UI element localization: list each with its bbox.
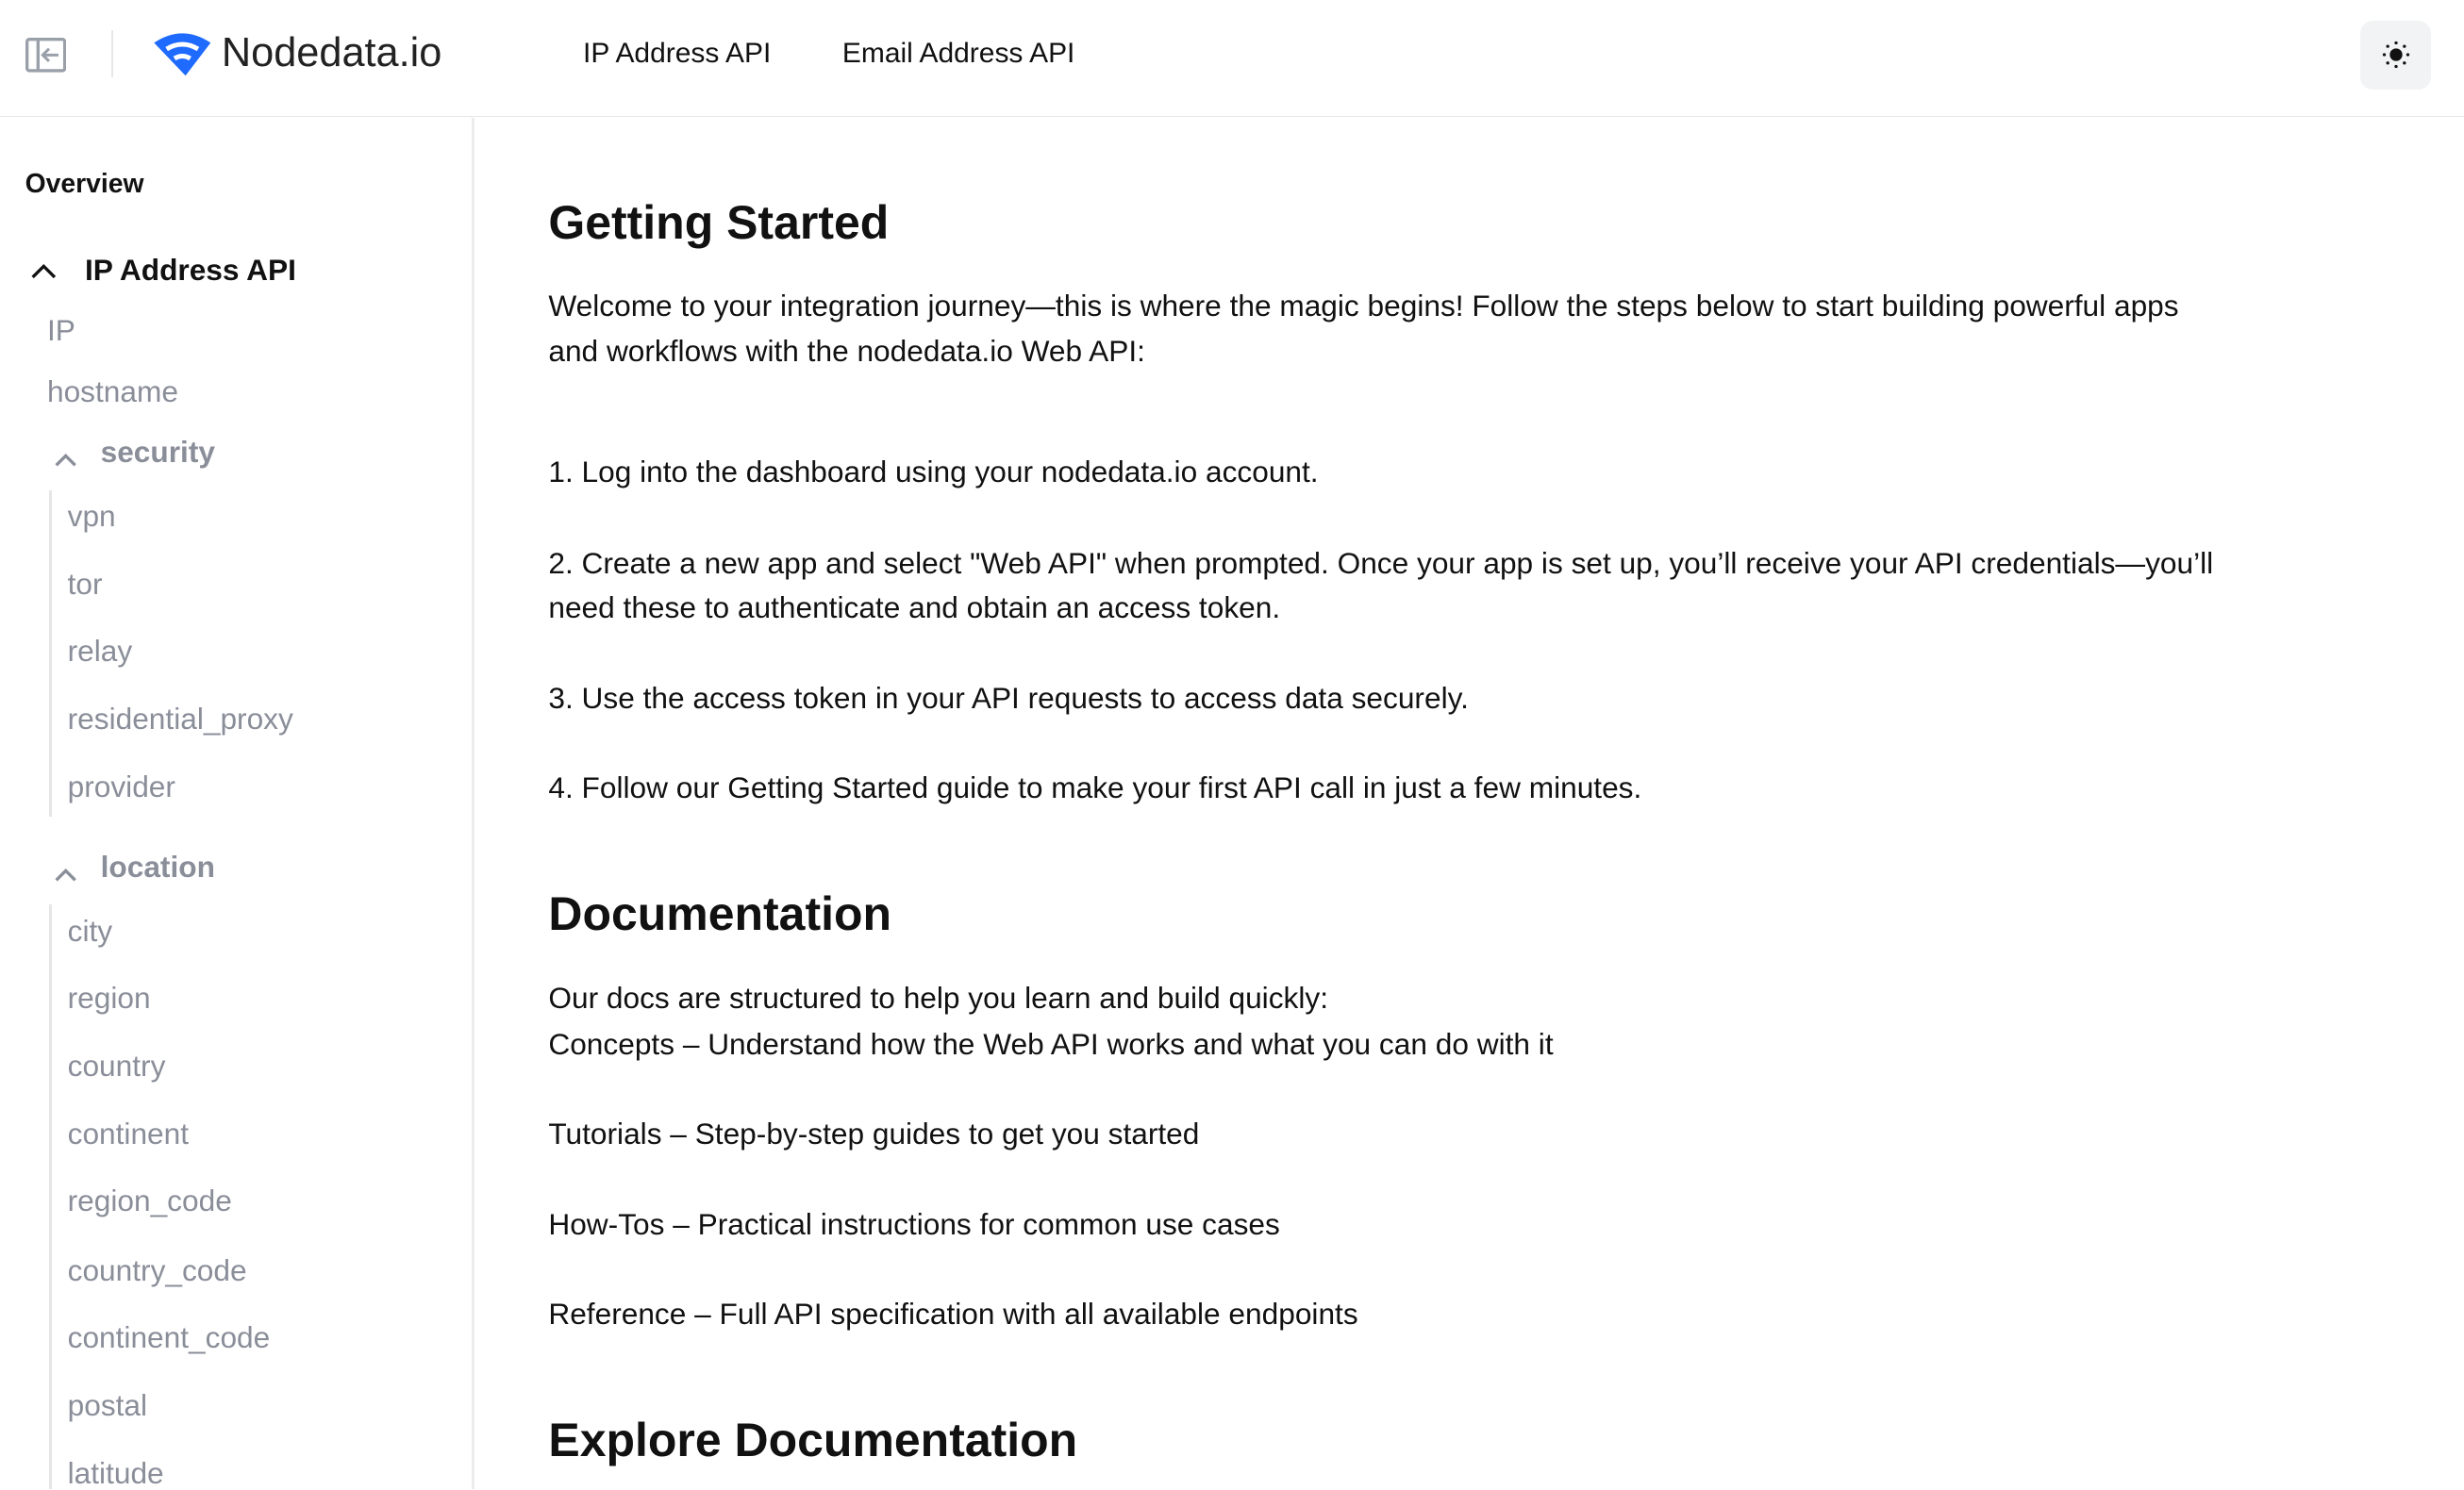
sidebar-item-tor[interactable]: tor <box>67 566 103 601</box>
logo-wifi-icon <box>151 30 214 77</box>
sidebar-item-region-code[interactable]: region_code <box>67 1184 232 1218</box>
docs-intro: Our docs are structured to help you learn and build quickly: <box>548 981 1328 1016</box>
heading-explore-documentation: Explore Documentation <box>548 1413 1078 1466</box>
sidebar-item-residential-proxy[interactable]: residential_proxy <box>67 701 293 736</box>
sidebar-group-security[interactable]: security <box>100 434 215 469</box>
theme-toggle-button[interactable] <box>2360 21 2431 90</box>
nav-ip-address-api[interactable]: IP Address API <box>583 37 772 69</box>
sidebar-item-provider[interactable]: provider <box>67 769 175 803</box>
chevron-up-icon[interactable] <box>55 444 76 473</box>
sun-icon <box>2382 41 2410 69</box>
chevron-up-icon[interactable] <box>31 257 57 286</box>
sidebar-item-postal[interactable]: postal <box>67 1387 148 1422</box>
heading-getting-started: Getting Started <box>548 195 890 249</box>
top-bar <box>0 0 2464 117</box>
chevron-up-icon[interactable] <box>55 859 76 888</box>
intro-line-2: and workflows with the nodedata.io Web API: <box>548 334 1145 369</box>
step-1: 1. Log into the dashboard using your nodedata.io account. <box>548 455 1319 489</box>
sidebar-item-vpn[interactable]: vpn <box>67 499 116 534</box>
logo-text: Nodedata.io <box>221 30 442 76</box>
sidebar-item-relay[interactable]: relay <box>67 634 133 669</box>
sidebar-item-continent[interactable]: continent <box>67 1116 190 1151</box>
intro-line-1: Welcome to your integration journey—this is where the magic begins! Follow the steps below to start building powerful apps <box>548 288 2179 323</box>
tree-line <box>49 904 52 1489</box>
header-divider <box>111 30 113 77</box>
step-2-line-1: 2. Create a new app and select "Web API" when prompted. Once your app is set up, you’ll receive your API credentials—you’ll <box>548 546 2214 581</box>
docs-tutorials: Tutorials – Step-by-step guides to get you started <box>548 1116 1200 1151</box>
docs-howtos: How-Tos – Practical instructions for common use cases <box>548 1207 1280 1242</box>
sidebar-item-country-code[interactable]: country_code <box>67 1252 247 1287</box>
sidebar-section-ip-address-api[interactable]: IP Address API <box>84 253 296 288</box>
sidebar-item-latitude[interactable]: latitude <box>67 1455 164 1490</box>
step-3: 3. Use the access token in your API requests to access data securely. <box>548 681 1469 716</box>
sidebar-item-continent-code[interactable]: continent_code <box>67 1320 271 1355</box>
tree-line <box>49 490 52 817</box>
sidebar-item-ip[interactable]: IP <box>46 313 75 348</box>
nav-email-address-api[interactable]: Email Address API <box>841 37 1075 69</box>
sidebar-item-region[interactable]: region <box>67 981 151 1016</box>
sidebar-item-hostname[interactable]: hostname <box>46 374 178 409</box>
sidebar-group-location[interactable]: location <box>100 849 215 884</box>
collapse-sidebar-icon[interactable] <box>25 38 66 79</box>
step-2-line-2: need these to authenticate and obtain an access token. <box>548 589 1281 624</box>
logo[interactable] <box>151 30 441 77</box>
sidebar-item-city[interactable]: city <box>67 913 113 948</box>
docs-concepts: Concepts – Understand how the Web API works and what you can do with it <box>548 1026 1554 1061</box>
sidebar-item-country[interactable]: country <box>67 1049 166 1084</box>
step-4: 4. Follow our Getting Started guide to make your first API call in just a few minutes. <box>548 770 1642 805</box>
docs-reference: Reference – Full API specification with all available endpoints <box>548 1297 1358 1332</box>
heading-documentation: Documentation <box>548 886 892 940</box>
sidebar-overview[interactable]: Overview <box>25 168 144 199</box>
sidebar <box>0 118 474 1489</box>
